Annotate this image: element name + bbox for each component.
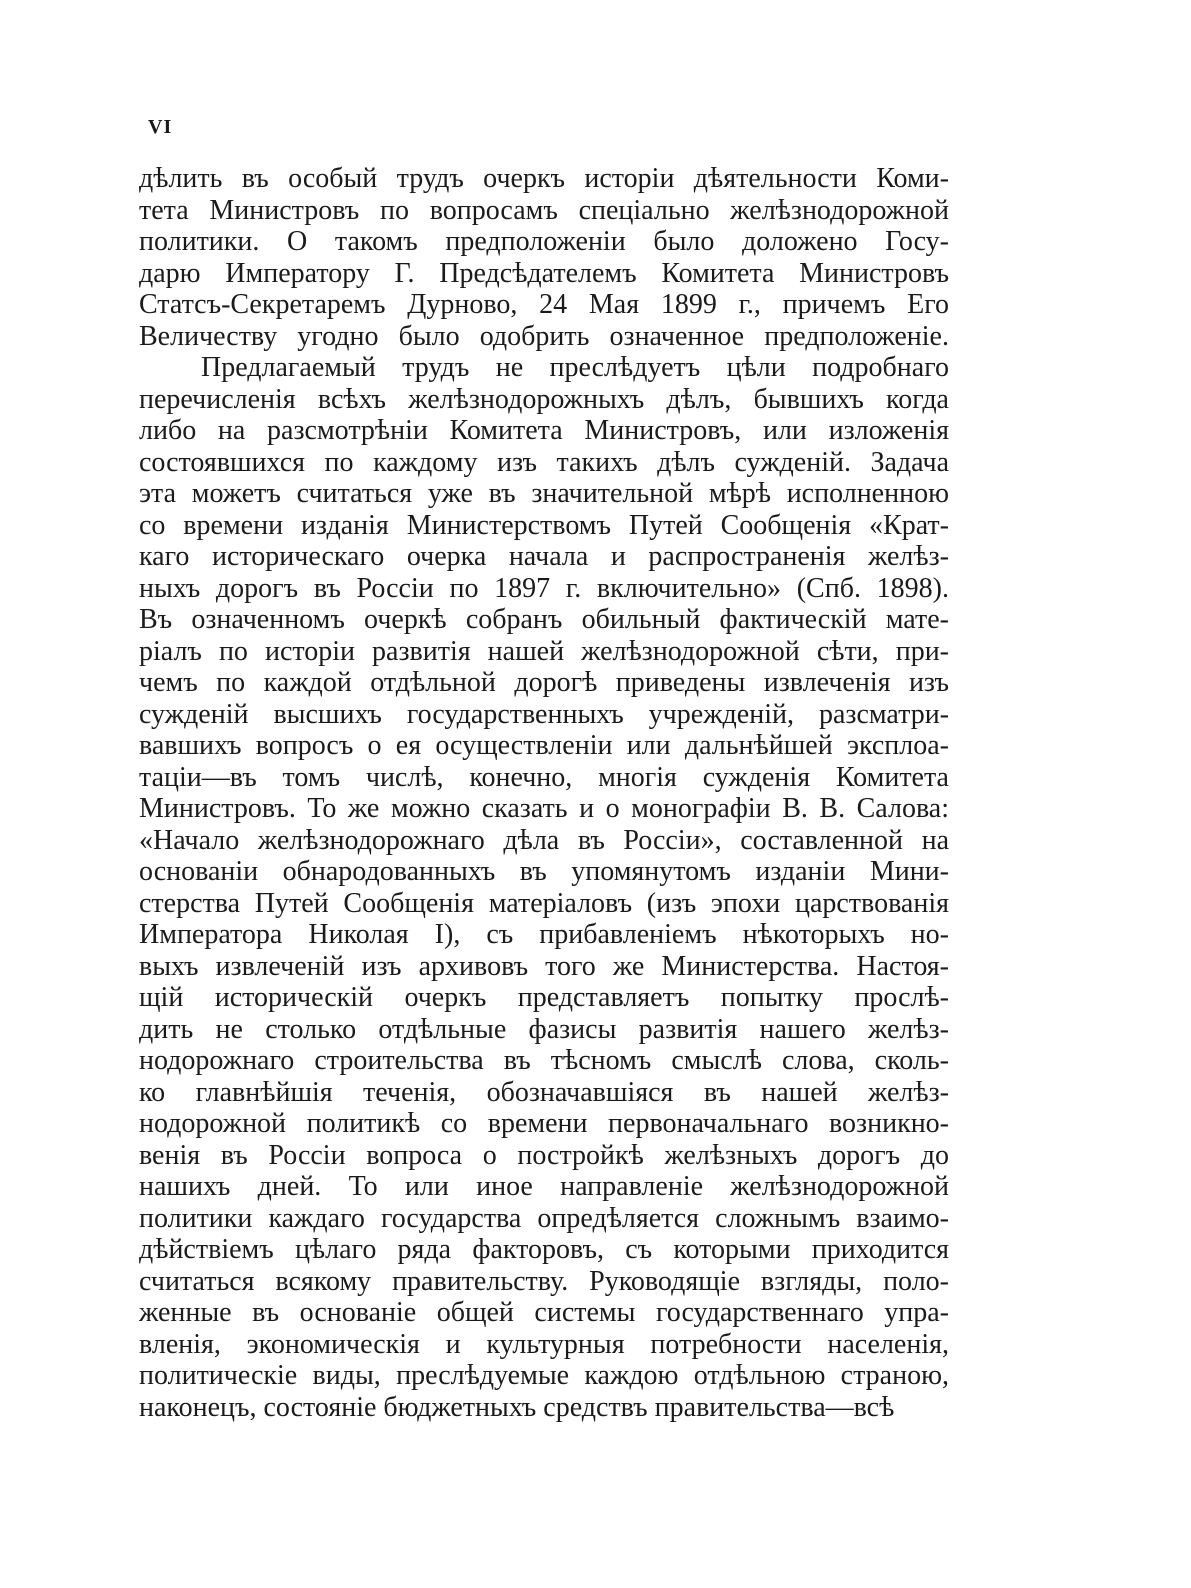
text-line: женные въ основаніе общей системы государственнаго упра-: [139, 1297, 949, 1328]
text-line: выхъ извлеченій изъ архивовъ того же Министерства. Настоя-: [139, 950, 949, 982]
paragraph-2: [139, 352, 949, 1423]
text-line: Въ означенномъ очеркѣ собранъ обильный фактическій мате-: [139, 604, 949, 635]
text-line: дѣйствіемъ цѣлаго ряда факторовъ, съ которыми приходится: [139, 1234, 949, 1265]
text-line: ріалъ по исторіи развитія нашей желѣзнодорожной сѣти, при-: [139, 635, 949, 667]
text-line: Предлагаемый трудъ не преслѣдуетъ цѣли подробнаго: [201, 352, 949, 383]
text-line: состоявшихся по каждому изъ такихъ дѣлъ сужденій. Задача: [139, 446, 949, 478]
text-line: Императора Николая I), съ прибавленіемъ нѣкоторыхъ но-: [139, 919, 949, 950]
text-line: нодорожнаго строительства въ тѣсномъ смыслѣ слова, сколь-: [139, 1045, 949, 1076]
text-line: Статсъ-Секретаремъ Дурново, 24 Мая 1899 г., причемъ Его: [139, 289, 949, 320]
text-line: таціи—въ томъ числѣ, конечно, многія сужденія Комитета: [139, 761, 949, 793]
text-line: либо на разсмотрѣніи Комитета Министровъ, или изложенія: [139, 415, 949, 446]
text-line: основаніи обнародованныхъ въ упомянутомъ изданіи Мини-: [139, 856, 949, 887]
text-line: дарю Императору Г. Предсѣдателемъ Комитета Министровъ: [139, 257, 949, 289]
text-line: дѣлить въ особый трудъ очеркъ исторіи дѣятельности Коми-: [139, 163, 949, 194]
text-line: чемъ по каждой отдѣльной дорогѣ приведены извлеченія изъ: [139, 667, 949, 698]
text-line: венія въ Россіи вопроса о постройкѣ желѣзныхъ дорогъ до: [139, 1139, 949, 1171]
text-line: каго историческаго очерка начала и распространенія желѣз-: [139, 541, 949, 572]
text-line: со времени изданія Министерствомъ Путей Сообщенія «Крат-: [139, 509, 949, 541]
text-line: вленія, экономическія и культурныя потребности населенія,: [139, 1328, 949, 1360]
text-line: щій историческій очеркъ представляетъ попытку прослѣ-: [139, 982, 949, 1013]
text-line: считаться всякому правительству. Руководящіе взгляды, поло-: [139, 1265, 949, 1297]
text-line: Величеству угодно было одобрить означенное предположеніе.: [139, 320, 949, 352]
paragraph-1: [139, 163, 949, 352]
text-line: политики каждаго государства опредѣляется сложнымъ взаимо-: [139, 1202, 949, 1234]
page-number: VI: [148, 116, 173, 138]
text-line: ко главнѣйшія теченія, обозначавшіяся въ нашей желѣз-: [139, 1076, 949, 1108]
text-line: ныхъ дорогъ въ Россіи по 1897 г. включительно» (Спб. 1898).: [139, 572, 949, 604]
text-line: тета Министровъ по вопросамъ спеціально желѣзнодорожной: [139, 194, 949, 226]
text-line: стерства Путей Сообщенія матеріаловъ (изъ эпохи царствованія: [139, 887, 949, 919]
text-line: «Начало желѣзнодорожнаго дѣла въ Россіи», составленной на: [139, 824, 949, 856]
text-line: нодорожной политикѣ со времени первоначальнаго возникно-: [139, 1108, 949, 1139]
text-line: Министровъ. То же можно сказать и о монографіи В. В. Салова:: [139, 793, 949, 824]
text-line: дить не столько отдѣльные фазисы развитія нашего желѣз-: [139, 1013, 949, 1045]
text-line: политическіе виды, преслѣдуемые каждою отдѣльною страною,: [139, 1360, 949, 1391]
text-line: наконецъ, состояніе бюджетныхъ средствъ правительства—всѣ: [139, 1391, 895, 1423]
body-text: [139, 163, 949, 1423]
text-line: перечисленія всѣхъ желѣзнодорожныхъ дѣлъ, бывшихъ когда: [139, 383, 949, 415]
text-line: эта можетъ считаться уже въ значительной мѣрѣ исполненною: [139, 478, 949, 509]
text-line: вавшихъ вопросъ о ея осуществленіи или дальнѣйшей эксплоа-: [139, 730, 949, 761]
text-line: сужденій высшихъ государственныхъ учрежденій, разсматри-: [139, 698, 949, 730]
text-line: нашихъ дней. То или иное направленіе желѣзнодорожной: [139, 1171, 949, 1202]
text-line: политики. О такомъ предположеніи было доложено Госу-: [139, 226, 949, 257]
